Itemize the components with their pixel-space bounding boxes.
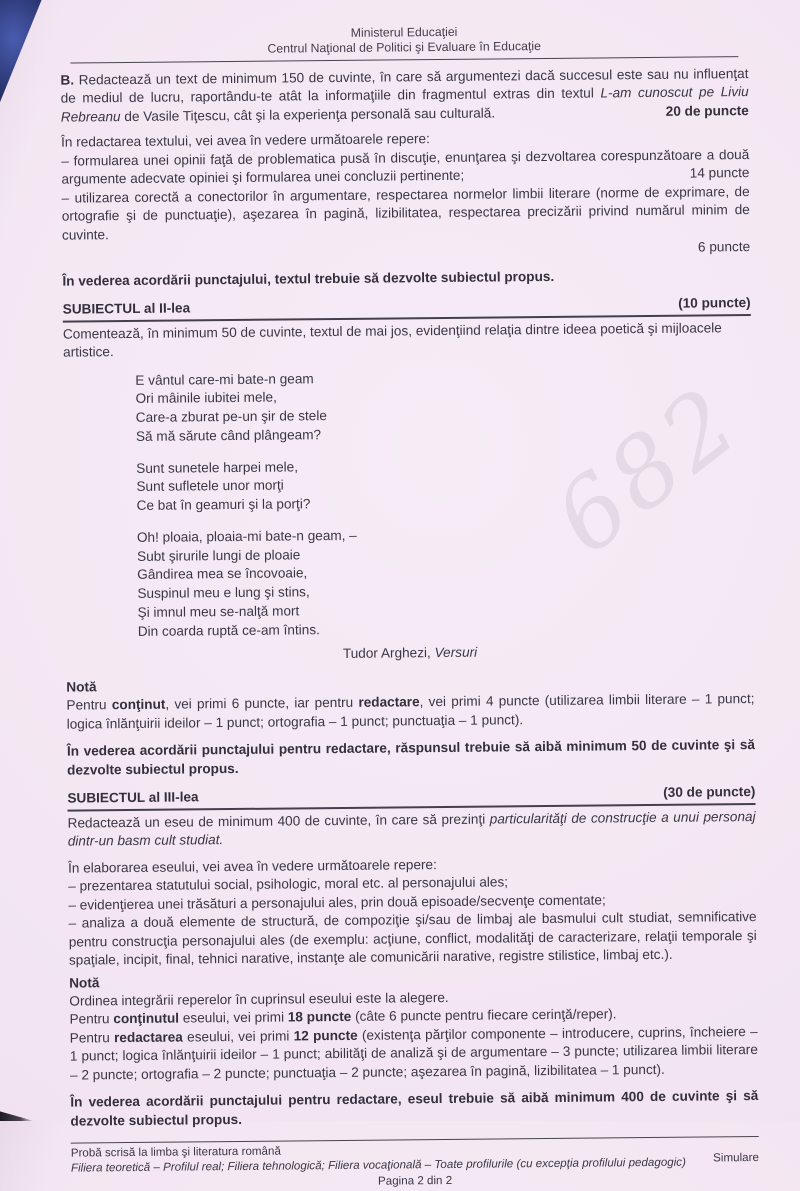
footer-exam-name: Probă scrisă la limba şi literatura română: [70, 1144, 281, 1160]
note-bold-points: 12 puncte: [293, 1027, 358, 1044]
section-b-points: 20 de puncte: [665, 102, 749, 119]
poem-line: Şi imnul meu se-nalţă mort: [137, 603, 300, 620]
note-bold-redaction: redactare: [358, 694, 420, 711]
section-b-cited-title: L-am cunoscut pe Liviu Rebreanu: [60, 84, 749, 125]
subject-2-instruction: Comentează, în minimum 50 de cuvinte, textul de mai jos, evidenţiind relaţia dintre ideea poetică şi mijloacele artistice.: [62, 319, 722, 360]
poem-line: Din coarda ruptă ce-am întins.: [137, 621, 320, 639]
note-text: , vei primi 4 puncte (utilizarea limbii literare – 1 punct; logica înlănţuirii ideilor – 1 punct; ortografia – 1 punct; punctuaţia – 1 punct).: [66, 691, 755, 732]
subject-3-reper-1: – prezentarea statutului social, psihologic, moral etc. al personajului ales;: [68, 874, 509, 894]
poem-line: Ce bat în geamuri şi la porţi?: [136, 496, 311, 513]
page-footer: [71, 1136, 759, 1191]
subject-3-requirement: În vederea acordării punctajului pentru redactare, eseul trebuie să aibă minimum 400 de cuvinte şi să dezvolte subiectul propus.: [70, 1088, 759, 1129]
subject-2-heading: [63, 294, 751, 322]
photo-background-bottom-corner: [0, 1109, 34, 1121]
issuing-center-name: Centrul Naţional de Politici şi Evaluare în Educaţie: [267, 39, 541, 57]
subject-3-note-line-1: Ordinea integrării reperelor în cuprinsul eseului este la alegere.: [69, 989, 449, 1009]
reper-2-points: 6 puncte: [697, 239, 751, 255]
subject-3-heading: [67, 783, 755, 811]
note-bold-content: conţinut: [111, 696, 166, 713]
poem-line: E vântul care-mi bate-n geam: [135, 370, 314, 388]
poem-work-title: Versuri: [434, 644, 478, 661]
section-b-requirement: În vederea acordării punctajului, textul trebuie să dezvolte subiectul propus.: [62, 268, 555, 289]
subject-3-repere-intro: În elaborarea eseului, vei avea în vedere următoarele repere:: [67, 856, 437, 876]
poem-line: Subt şirurile lungi de ploaie: [137, 546, 301, 564]
document-header: [60, 22, 748, 59]
subject-3-intro-text: Redactează un eseu de minimum 400 de cuvinte, în care să prezinţi: [67, 811, 490, 831]
note-text: Pentru: [69, 1030, 115, 1046]
poem-author: Tudor Arghezi,: [342, 645, 435, 662]
section-b-reper-2: – utilizarea corectă a conectorilor în argumentare, respectarea normelor limbii literare (norme de exprimare, de ortografie şi de punctuaţie), aşezarea în pagină, lizibilitatea, respectarea precizării privind numărul minim de cuvinte.: [61, 183, 750, 243]
section-b-label: B.: [60, 72, 75, 88]
section-b-paragraph: [60, 65, 749, 127]
note-text: (câte 6 puncte pentru fiecare cerinţă/reper).: [351, 1006, 617, 1025]
poem-attribution: [66, 641, 754, 666]
poem-line: Suspinul meu e lung şi stins,: [137, 584, 310, 601]
subject-3-instruction: [68, 808, 756, 852]
subject-3-reper-2: – evidenţierea unei trăsături a personajului ales, prin două episoade/secvenţe comentate;: [68, 892, 606, 913]
ministry-name: Ministerul Educaţiei: [350, 24, 458, 40]
handwritten-watermark: 682: [533, 363, 762, 576]
note-bold-points: 18 puncte: [287, 1009, 352, 1025]
reper-1-text: – formularea unei opinii faţă de problematica pusă în discuţie, enunţarea şi dezvoltarea corespunzătoare a două argumente adecvate opiniei şi formularea unei concluzii pertinente;: [61, 146, 750, 187]
note-text: Pentru: [66, 697, 112, 713]
subject-2-title: SUBIECTUL al II-lea: [62, 300, 191, 317]
note-text: (existenţa părţilor componente – introducere, cuprins, încheiere – 1 punct; logica înlănţuirii ideilor – 1 punct; abilităţi de analiză şi de argumentare – 3 puncte; utilizarea limbii literare – 2 puncte; ortografia – 2 puncte; punctuaţia – 2 puncte; aşezarea în pagină, lizibilitatea – 1 punct).: [69, 1023, 758, 1083]
subject-2-note-label: Notă: [66, 679, 97, 695]
poem-line: Oh! ploaia, ploaia-mi bate-n geam, –: [136, 527, 357, 545]
poem-line: Să mă sărute când plângeam?: [135, 426, 322, 444]
section-b-text-1: Redactează un text de minimum 150 de cuvinte, în care să argumentezi dacă succesul este sau nu influenţat de mediul de lucru, raportându-te atât la informaţiile din fragmentul extras din textul: [60, 65, 749, 106]
section-b-text-2: de Vasile Tiţescu, cât şi la experienţa personală sau culturală.: [120, 105, 496, 124]
subject-3-reper-3: – analiza a două elemente de structură, de compoziţie şi/sau de limbaj ale basmului cult studiat, semnificative pentru construcţia personajului ales (de exemplu: acţiune, conflict, modalităţi de caracterizare, relaţii temporale şi spaţiale, incipit, final, tehnici narative, instanţe ale comunicării narative, registre stilistice, limbaj etc.).: [68, 909, 757, 968]
exam-page-content: [60, 22, 759, 1191]
poem-stanza-3: [137, 523, 754, 641]
subject-2-requirement: În vederea acordării punctajului pentru redactare, răspunsul trebuie să aibă minimum 50 de cuvinte şi să dezvolte subiectul propus.: [66, 737, 755, 778]
poem-stanza-2: [136, 454, 753, 516]
reper-1-points: 14 puncte: [689, 165, 750, 181]
poem: [63, 366, 754, 642]
poem-line: Sunt sufletele unor morţi: [136, 477, 284, 495]
subject-3-essay-topic: particularităţi de construcţie a unui personaj dintr-un basm cult studiat.: [67, 808, 756, 849]
subject-2-note: [66, 690, 754, 734]
note-text: eseului, vei primi: [182, 1028, 294, 1045]
note-text: Pentru: [69, 1011, 114, 1028]
subject-3-title: SUBIECTUL al III-lea: [67, 789, 199, 806]
note-text: eseului, vei primi: [178, 1009, 288, 1027]
footer-session-label: Simulare: [713, 1151, 759, 1165]
subject-2-points: (10 puncte): [678, 295, 751, 311]
section-b-repere-intro: În redactarea textului, vei avea în vedere următoarele repere:: [61, 131, 430, 150]
subject-3-points: (30 de puncte): [663, 784, 756, 801]
subject-3-note-line-3: [70, 1023, 759, 1085]
footer-page-number: Pagina 2 din 2: [377, 1173, 453, 1188]
subject-3-note-label: Notă: [69, 974, 100, 991]
poem-line: Ori mâinile iubitei mele,: [135, 389, 277, 407]
poem-stanza-1: [135, 366, 752, 447]
note-text: , vei primi 6 puncte, iar pentru: [165, 695, 359, 712]
poem-line: Care-a zburat pe-un şir de stele: [135, 408, 327, 425]
poem-line: Sunt sunetele harpei mele,: [136, 458, 299, 476]
note-bold-redaction: redactarea: [113, 1029, 183, 1046]
section-b-reper-1: [61, 146, 749, 190]
footer-filiera-line: Filiera teoretică – Profilul real; Filiera tehnologică; Filiera vocaţională – Toate profilurile (cu excepţia profilului pedagogic): [70, 1156, 687, 1176]
note-bold-content: conţinutul: [113, 1011, 180, 1027]
poem-line: Gândirea mea se încovoaie,: [137, 565, 308, 583]
